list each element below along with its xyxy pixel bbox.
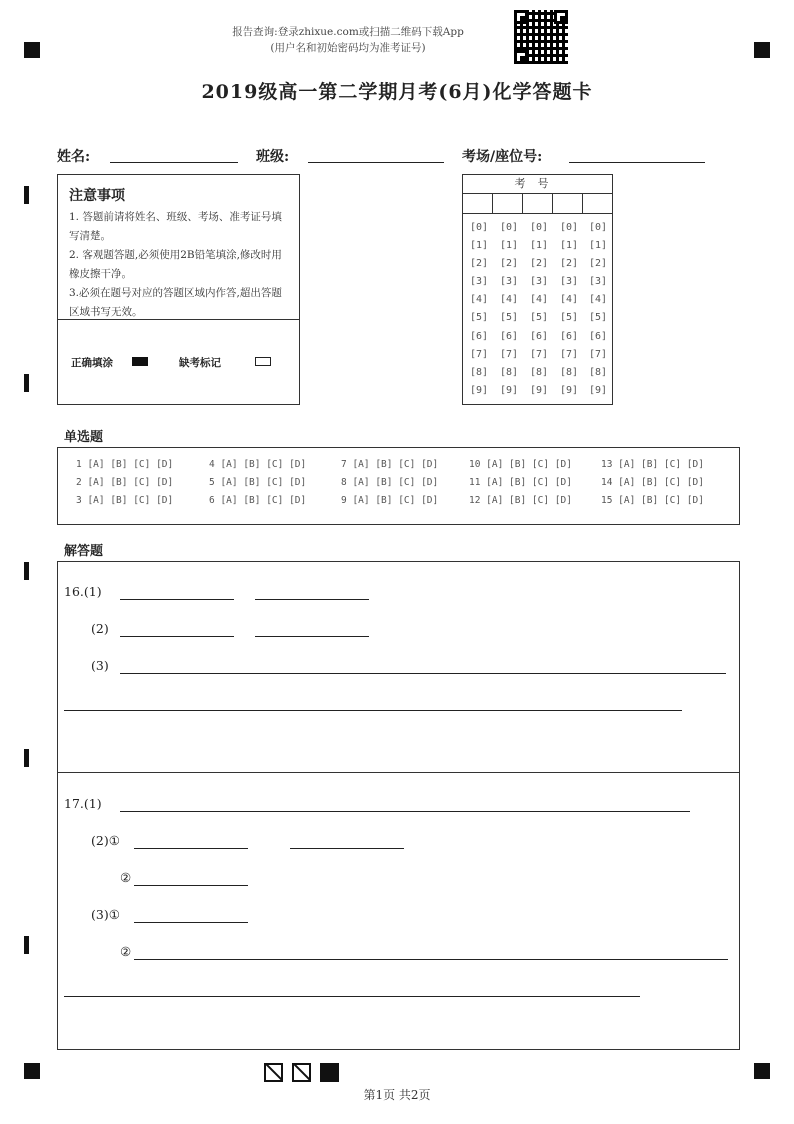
choice-item[interactable]: 9 [A] [B] [C] [D]: [341, 495, 439, 506]
page-slash-mark: [264, 1063, 283, 1082]
answer-line[interactable]: [64, 981, 640, 997]
digit-bubble[interactable]: [9]: [529, 384, 549, 396]
registration-mark-bottom-right: [754, 1063, 770, 1079]
digit-bubble[interactable]: [6]: [529, 330, 549, 342]
choice-item[interactable]: 2 [A] [B] [C] [D]: [76, 477, 174, 488]
name-label: 姓名:: [57, 149, 91, 165]
choice-item[interactable]: 7 [A] [B] [C] [D]: [341, 459, 439, 470]
registration-mark-top-right: [754, 42, 770, 58]
seat-field[interactable]: [569, 144, 705, 163]
digit-bubble[interactable]: [8]: [559, 366, 579, 378]
registration-mark-bottom-left: [24, 1063, 40, 1079]
digit-bubble[interactable]: [1]: [529, 240, 549, 252]
digit-bubble[interactable]: [3]: [588, 276, 608, 288]
digit-bubble[interactable]: [2]: [559, 258, 579, 270]
exam-number-digit-cell[interactable]: [553, 193, 583, 214]
answer-line[interactable]: [255, 621, 369, 637]
correct-fill-label: 正确填涂: [71, 357, 113, 369]
q17-part2-label: (2)①: [91, 833, 120, 848]
exam-number-digit-cell[interactable]: [583, 193, 612, 214]
digit-bubble[interactable]: [9]: [469, 384, 489, 396]
absent-mark-label: 缺考标记: [179, 357, 221, 369]
digit-column[interactable]: [525, 219, 553, 400]
digit-bubble[interactable]: [0]: [469, 222, 489, 233]
page-filled-mark: [320, 1063, 339, 1082]
digit-bubble[interactable]: [7]: [529, 348, 549, 360]
digit-bubble[interactable]: [8]: [588, 366, 608, 378]
page-title: 2019级高一第二学期月考(6月)化学答题卡: [201, 81, 593, 103]
notice-body: [69, 208, 291, 322]
login-hint-text: (用户名和初始密码均为准考证号): [270, 42, 426, 54]
exam-number-header: 考号: [463, 175, 612, 194]
exam-number-digit-cell[interactable]: [493, 193, 523, 214]
answer-line[interactable]: [255, 584, 369, 600]
divider: [58, 319, 299, 320]
single-choice-label: 单选题: [64, 430, 104, 445]
digit-bubble[interactable]: [9]: [559, 384, 579, 396]
q17-part1-label: 17.(1): [64, 796, 102, 811]
digit-bubble[interactable]: [0]: [559, 222, 579, 233]
timing-mark: [24, 186, 29, 204]
page-footer: 第1页 共2页: [363, 1088, 431, 1102]
digit-bubble[interactable]: [6]: [499, 330, 519, 342]
answer-line[interactable]: [134, 907, 248, 923]
digit-bubble[interactable]: [7]: [499, 348, 519, 360]
choice-item[interactable]: 5 [A] [B] [C] [D]: [209, 477, 307, 488]
digit-bubble[interactable]: [4]: [529, 294, 549, 306]
digit-bubble[interactable]: [9]: [588, 384, 608, 396]
timing-mark: [24, 749, 29, 767]
digit-bubble[interactable]: [0]: [529, 222, 549, 233]
exam-number-digit-cell[interactable]: [523, 193, 553, 214]
digit-bubble[interactable]: [3]: [499, 276, 519, 288]
digit-bubble[interactable]: [3]: [469, 276, 489, 288]
notice-title: 注意事项: [69, 188, 125, 204]
digit-bubble[interactable]: [3]: [559, 276, 579, 288]
digit-bubble[interactable]: [1]: [469, 240, 489, 252]
registration-mark-top-left: [24, 42, 40, 58]
notice-item: 3.必须在题号对应的答题区域内作答,超出答题区域书写无效。: [69, 287, 282, 318]
digit-column[interactable]: [465, 219, 493, 400]
answer-line[interactable]: [134, 870, 248, 886]
digit-bubble[interactable]: [6]: [588, 330, 608, 342]
digit-bubble[interactable]: [5]: [529, 312, 549, 324]
digit-bubble[interactable]: [7]: [559, 348, 579, 360]
choice-item[interactable]: 14 [A] [B] [C] [D]: [601, 477, 704, 488]
answer-line[interactable]: [134, 944, 728, 960]
digit-bubble[interactable]: [2]: [499, 258, 519, 270]
digit-bubble[interactable]: [1]: [559, 240, 579, 252]
digit-bubble[interactable]: [5]: [588, 312, 608, 324]
digit-bubble[interactable]: [6]: [559, 330, 579, 342]
digit-bubble[interactable]: [9]: [499, 384, 519, 396]
timing-mark: [24, 936, 29, 954]
correct-fill-sample: [132, 357, 148, 366]
exam-number-digit-cell[interactable]: [463, 193, 493, 214]
digit-bubble[interactable]: [3]: [529, 276, 549, 288]
q17-part3b-label: ②: [120, 944, 132, 959]
qr-code[interactable]: [514, 10, 568, 64]
choice-item[interactable]: 10 [A] [B] [C] [D]: [469, 459, 572, 470]
q17-part2b-label: ②: [120, 870, 132, 885]
choice-item[interactable]: 12 [A] [B] [C] [D]: [469, 495, 572, 506]
digit-bubble[interactable]: [1]: [588, 240, 608, 252]
digit-bubble[interactable]: [5]: [499, 312, 519, 324]
answer-section-label: 解答题: [64, 544, 104, 559]
q16-part1-label: 16.(1): [64, 584, 102, 599]
page-slash-mark: [292, 1063, 311, 1082]
digit-bubble[interactable]: [8]: [499, 366, 519, 378]
digit-bubble[interactable]: [5]: [469, 312, 489, 324]
notice-item: 2. 客观题答题,必须使用2B铅笔填涂,修改时用橡皮擦干净。: [69, 249, 282, 280]
answer-line[interactable]: [134, 833, 248, 849]
digit-column[interactable]: [495, 219, 523, 400]
answer-line[interactable]: [120, 796, 690, 812]
digit-bubble[interactable]: [0]: [499, 222, 519, 233]
choice-item[interactable]: 4 [A] [B] [C] [D]: [209, 459, 307, 470]
digit-bubble[interactable]: [2]: [529, 258, 549, 270]
q16-part2-label: (2): [91, 621, 109, 636]
choice-item[interactable]: 8 [A] [B] [C] [D]: [341, 477, 439, 488]
digit-bubble[interactable]: [4]: [499, 294, 519, 306]
report-query-text: 报告查询:登录zhixue.com或扫描二维码下载App: [232, 26, 464, 38]
digit-bubble[interactable]: [8]: [469, 366, 489, 378]
digit-bubble[interactable]: [6]: [469, 330, 489, 342]
answer-line[interactable]: [290, 833, 404, 849]
seat-label: 考场/座位号:: [462, 149, 543, 165]
answer-line[interactable]: [120, 658, 726, 674]
choice-item[interactable]: 1 [A] [B] [C] [D]: [76, 459, 174, 470]
digit-bubble[interactable]: [2]: [588, 258, 608, 270]
digit-bubble[interactable]: [4]: [559, 294, 579, 306]
class-label: 班级:: [256, 149, 290, 165]
choice-item[interactable]: 13 [A] [B] [C] [D]: [601, 459, 704, 470]
exam-number-grid: [462, 174, 613, 405]
digit-column[interactable]: [555, 219, 583, 400]
digit-bubble[interactable]: [0]: [588, 222, 608, 233]
choice-item[interactable]: 11 [A] [B] [C] [D]: [469, 477, 572, 488]
digit-bubble[interactable]: [8]: [529, 366, 549, 378]
q17-part3-label: (3)①: [91, 907, 120, 922]
digit-bubble[interactable]: [7]: [588, 348, 608, 360]
absent-mark-checkbox[interactable]: [255, 357, 271, 366]
digit-bubble[interactable]: [5]: [559, 312, 579, 324]
choice-item[interactable]: 3 [A] [B] [C] [D]: [76, 495, 174, 506]
timing-mark: [24, 374, 29, 392]
notice-item: 1. 答题前请将姓名、班级、考场、准考证号填写清楚。: [69, 211, 282, 242]
single-choice-box: [57, 447, 740, 525]
digit-column[interactable]: [584, 219, 612, 400]
timing-mark: [24, 562, 29, 580]
notice-box: [57, 174, 300, 405]
q16-part3-label: (3): [91, 658, 109, 673]
digit-bubble[interactable]: [1]: [499, 240, 519, 252]
answer-line[interactable]: [120, 621, 234, 637]
answer-line[interactable]: [64, 695, 682, 711]
name-field[interactable]: [110, 144, 238, 163]
digit-bubble[interactable]: [4]: [469, 294, 489, 306]
class-field[interactable]: [308, 144, 444, 163]
digit-bubble[interactable]: [2]: [469, 258, 489, 270]
choice-item[interactable]: 6 [A] [B] [C] [D]: [209, 495, 307, 506]
digit-bubble[interactable]: [7]: [469, 348, 489, 360]
choice-item[interactable]: 15 [A] [B] [C] [D]: [601, 495, 704, 506]
answer-line[interactable]: [120, 584, 234, 600]
digit-bubble[interactable]: [4]: [588, 294, 608, 306]
